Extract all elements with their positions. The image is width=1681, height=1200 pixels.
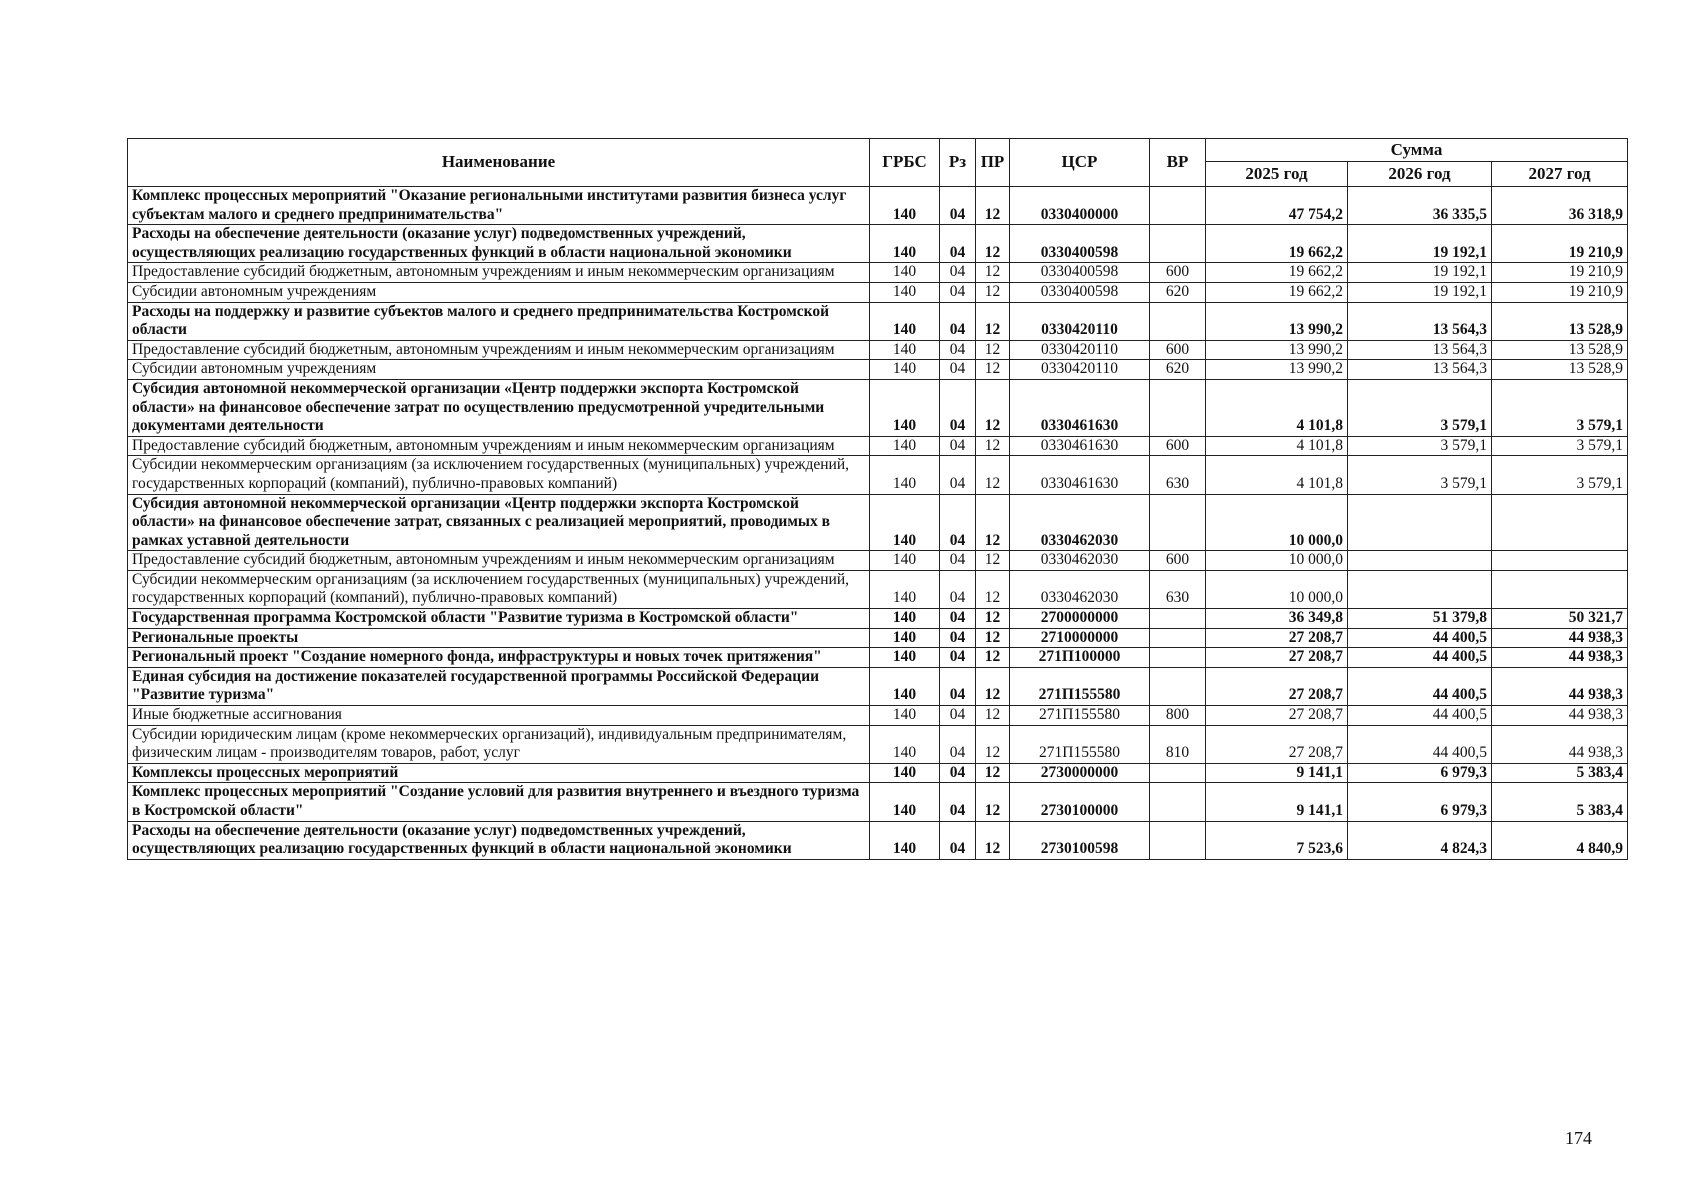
cell-sum-2026: 13 564,3 [1348, 340, 1492, 360]
cell-sum-2026: 44 400,5 [1348, 667, 1492, 705]
cell-rz: 04 [940, 225, 976, 263]
cell-sum-2027: 13 528,9 [1492, 360, 1628, 380]
cell-name: Расходы на поддержку и развитие субъектов малого и среднего предпринимательства Костромской области [128, 302, 870, 340]
cell-name: Субсидия автономной некоммерческой организации «Центр поддержки экспорта Костромской области» на финансовое обеспечение затрат по осуществлению предусмотренной учредительными документами деятельности [128, 379, 870, 436]
cell-csr: 0330462030 [1010, 570, 1150, 608]
cell-sum-2026: 3 579,1 [1348, 456, 1492, 494]
cell-sum-2025: 10 000,0 [1206, 551, 1348, 571]
cell-sum-2027: 5 383,4 [1492, 763, 1628, 783]
cell-grbs: 140 [870, 706, 940, 726]
cell-sum-2026: 44 400,5 [1348, 706, 1492, 726]
cell-sum-2025: 47 754,2 [1206, 187, 1348, 225]
cell-name: Расходы на обеспечение деятельности (оказание услуг) подведомственных учреждений, осуществляющих реализацию государственных функций в области национальной экономики [128, 821, 870, 859]
cell-csr: 2730100598 [1010, 821, 1150, 859]
cell-grbs: 140 [870, 456, 940, 494]
cell-sum-2025: 19 662,2 [1206, 263, 1348, 283]
cell-pr: 12 [976, 360, 1010, 380]
cell-pr: 12 [976, 494, 1010, 551]
cell-pr: 12 [976, 648, 1010, 668]
table-row [128, 783, 1628, 821]
table-row [128, 494, 1628, 551]
table-row [128, 706, 1628, 726]
cell-name: Субсидии автономным учреждениям [128, 360, 870, 380]
cell-pr: 12 [976, 706, 1010, 726]
cell-vr: 600 [1150, 551, 1206, 571]
cell-vr [1150, 648, 1206, 668]
table-row [128, 263, 1628, 283]
table-row [128, 570, 1628, 608]
cell-vr [1150, 379, 1206, 436]
cell-csr: 0330400000 [1010, 187, 1150, 225]
cell-grbs: 140 [870, 551, 940, 571]
cell-name: Субсидии некоммерческим организациям (за исключением государственных (муниципальных) учреждений, государственных корпораций (компаний), публично-правовых компаний) [128, 570, 870, 608]
cell-sum-2027: 5 383,4 [1492, 783, 1628, 821]
header-name: Наименование [128, 139, 870, 187]
header-pr: ПР [976, 139, 1010, 187]
cell-sum-2027: 3 579,1 [1492, 456, 1628, 494]
cell-csr: 2710000000 [1010, 628, 1150, 648]
cell-vr: 600 [1150, 263, 1206, 283]
cell-pr: 12 [976, 667, 1010, 705]
cell-csr: 2730000000 [1010, 763, 1150, 783]
cell-sum-2026: 36 335,5 [1348, 187, 1492, 225]
cell-csr: 0330462030 [1010, 551, 1150, 571]
header-sum: Сумма [1206, 139, 1628, 162]
cell-rz: 04 [940, 609, 976, 629]
cell-sum-2026 [1348, 494, 1492, 551]
cell-sum-2025: 36 349,8 [1206, 609, 1348, 629]
cell-vr [1150, 763, 1206, 783]
cell-sum-2026: 6 979,3 [1348, 763, 1492, 783]
table-row [128, 225, 1628, 263]
cell-name: Региональный проект "Создание номерного фонда, инфраструктуры и новых точек притяжения" [128, 648, 870, 668]
cell-name: Расходы на обеспечение деятельности (оказание услуг) подведомственных учреждений, осуществляющих реализацию государственных функций в области национальной экономики [128, 225, 870, 263]
cell-csr: 271П155580 [1010, 725, 1150, 763]
cell-sum-2026: 44 400,5 [1348, 628, 1492, 648]
budget-sheet [127, 138, 1627, 860]
cell-sum-2025: 9 141,1 [1206, 783, 1348, 821]
header-csr: ЦСР [1010, 139, 1150, 187]
cell-sum-2027 [1492, 551, 1628, 571]
cell-sum-2025: 19 662,2 [1206, 282, 1348, 302]
cell-name: Субсидии юридическим лицам (кроме некоммерческих организаций), индивидуальным предпринимателям, физическим лицам - производителям товаров, работ, услуг [128, 725, 870, 763]
table-row [128, 551, 1628, 571]
cell-rz: 04 [940, 360, 976, 380]
budget-table [127, 138, 1628, 860]
cell-rz: 04 [940, 456, 976, 494]
cell-vr: 800 [1150, 706, 1206, 726]
cell-vr: 810 [1150, 725, 1206, 763]
cell-sum-2027: 44 938,3 [1492, 667, 1628, 705]
cell-pr: 12 [976, 783, 1010, 821]
cell-pr: 12 [976, 379, 1010, 436]
cell-rz: 04 [940, 783, 976, 821]
cell-name: Комплексы процессных мероприятий [128, 763, 870, 783]
cell-sum-2025: 4 101,8 [1206, 436, 1348, 456]
cell-sum-2025: 27 208,7 [1206, 725, 1348, 763]
cell-sum-2026: 19 192,1 [1348, 225, 1492, 263]
table-row [128, 725, 1628, 763]
cell-name: Субсидии некоммерческим организациям (за исключением государственных (муниципальных) учреждений, государственных корпораций (компаний), публично-правовых компаний) [128, 456, 870, 494]
cell-sum-2025: 13 990,2 [1206, 360, 1348, 380]
cell-rz: 04 [940, 551, 976, 571]
cell-grbs: 140 [870, 360, 940, 380]
cell-grbs: 140 [870, 225, 940, 263]
page-number: 174 [1565, 1128, 1592, 1148]
cell-sum-2026 [1348, 551, 1492, 571]
table-row [128, 282, 1628, 302]
cell-sum-2026: 13 564,3 [1348, 360, 1492, 380]
cell-grbs: 140 [870, 570, 940, 608]
cell-name: Предоставление субсидий бюджетным, автономным учреждениям и иным некоммерческим организациям [128, 436, 870, 456]
table-row [128, 436, 1628, 456]
cell-grbs: 140 [870, 436, 940, 456]
table-row [128, 379, 1628, 436]
cell-sum-2025: 4 101,8 [1206, 456, 1348, 494]
cell-vr [1150, 187, 1206, 225]
cell-pr: 12 [976, 821, 1010, 859]
cell-rz: 04 [940, 628, 976, 648]
cell-sum-2026: 4 824,3 [1348, 821, 1492, 859]
cell-sum-2027: 3 579,1 [1492, 379, 1628, 436]
cell-vr [1150, 609, 1206, 629]
cell-csr: 2700000000 [1010, 609, 1150, 629]
cell-sum-2027: 44 938,3 [1492, 628, 1628, 648]
cell-csr: 271П155580 [1010, 667, 1150, 705]
cell-pr: 12 [976, 340, 1010, 360]
cell-sum-2027: 13 528,9 [1492, 340, 1628, 360]
cell-sum-2027: 50 321,7 [1492, 609, 1628, 629]
cell-csr: 0330461630 [1010, 379, 1150, 436]
cell-sum-2025: 27 208,7 [1206, 648, 1348, 668]
cell-grbs: 140 [870, 725, 940, 763]
cell-name: Комплекс процессных мероприятий "Создание условий для развития внутреннего и въездного туризма в Костромской области" [128, 783, 870, 821]
cell-vr [1150, 821, 1206, 859]
cell-pr: 12 [976, 456, 1010, 494]
cell-vr: 600 [1150, 436, 1206, 456]
cell-csr: 0330400598 [1010, 282, 1150, 302]
table-row [128, 302, 1628, 340]
cell-csr: 0330461630 [1010, 436, 1150, 456]
cell-vr [1150, 667, 1206, 705]
cell-sum-2027: 44 938,3 [1492, 648, 1628, 668]
table-row [128, 187, 1628, 225]
cell-sum-2027: 3 579,1 [1492, 436, 1628, 456]
cell-sum-2027: 36 318,9 [1492, 187, 1628, 225]
cell-sum-2027: 44 938,3 [1492, 725, 1628, 763]
cell-name: Комплекс процессных мероприятий "Оказание региональными институтами развития бизнеса услуг субъектам малого и среднего предпринимательства" [128, 187, 870, 225]
cell-vr: 620 [1150, 360, 1206, 380]
cell-grbs: 140 [870, 783, 940, 821]
cell-rz: 04 [940, 763, 976, 783]
cell-rz: 04 [940, 187, 976, 225]
cell-pr: 12 [976, 436, 1010, 456]
cell-sum-2026: 3 579,1 [1348, 436, 1492, 456]
table-row [128, 609, 1628, 629]
cell-grbs: 140 [870, 609, 940, 629]
cell-rz: 04 [940, 706, 976, 726]
cell-sum-2026 [1348, 570, 1492, 608]
cell-sum-2026: 44 400,5 [1348, 725, 1492, 763]
table-body [128, 187, 1628, 860]
cell-name: Субсидии автономным учреждениям [128, 282, 870, 302]
cell-pr: 12 [976, 263, 1010, 283]
cell-rz: 04 [940, 494, 976, 551]
cell-grbs: 140 [870, 379, 940, 436]
cell-pr: 12 [976, 302, 1010, 340]
cell-rz: 04 [940, 821, 976, 859]
cell-sum-2026: 19 192,1 [1348, 263, 1492, 283]
cell-sum-2025: 4 101,8 [1206, 379, 1348, 436]
cell-vr [1150, 783, 1206, 821]
cell-pr: 12 [976, 763, 1010, 783]
cell-sum-2025: 9 141,1 [1206, 763, 1348, 783]
cell-sum-2027: 4 840,9 [1492, 821, 1628, 859]
cell-sum-2026: 13 564,3 [1348, 302, 1492, 340]
cell-grbs: 140 [870, 763, 940, 783]
cell-vr [1150, 494, 1206, 551]
cell-sum-2025: 27 208,7 [1206, 667, 1348, 705]
cell-pr: 12 [976, 187, 1010, 225]
header-vr: ВР [1150, 139, 1206, 187]
table-row [128, 456, 1628, 494]
cell-grbs: 140 [870, 667, 940, 705]
header-year-2026: 2026 год [1348, 162, 1492, 187]
cell-pr: 12 [976, 551, 1010, 571]
cell-vr: 600 [1150, 340, 1206, 360]
cell-pr: 12 [976, 570, 1010, 608]
cell-grbs: 140 [870, 648, 940, 668]
cell-vr: 620 [1150, 282, 1206, 302]
table-row [128, 340, 1628, 360]
cell-rz: 04 [940, 340, 976, 360]
cell-csr: 0330400598 [1010, 225, 1150, 263]
cell-csr: 0330420110 [1010, 302, 1150, 340]
cell-grbs: 140 [870, 263, 940, 283]
cell-name: Иные бюджетные ассигнования [128, 706, 870, 726]
table-row [128, 821, 1628, 859]
table-row [128, 648, 1628, 668]
cell-csr: 0330400598 [1010, 263, 1150, 283]
cell-sum-2027: 19 210,9 [1492, 225, 1628, 263]
cell-sum-2025: 10 000,0 [1206, 570, 1348, 608]
header-year-2025: 2025 год [1206, 162, 1348, 187]
cell-csr: 0330461630 [1010, 456, 1150, 494]
cell-sum-2026: 51 379,8 [1348, 609, 1492, 629]
cell-sum-2025: 13 990,2 [1206, 340, 1348, 360]
cell-grbs: 140 [870, 282, 940, 302]
cell-vr [1150, 628, 1206, 648]
cell-name: Государственная программа Костромской области "Развитие туризма в Костромской области" [128, 609, 870, 629]
cell-sum-2027 [1492, 494, 1628, 551]
cell-sum-2025: 27 208,7 [1206, 706, 1348, 726]
cell-sum-2027: 19 210,9 [1492, 282, 1628, 302]
cell-name: Субсидия автономной некоммерческой организации «Центр поддержки экспорта Костромской области» на финансовое обеспечение затрат, связанных с реализацией мероприятий, проводимых в рамках уставной деятельности [128, 494, 870, 551]
cell-sum-2025: 19 662,2 [1206, 225, 1348, 263]
cell-pr: 12 [976, 282, 1010, 302]
cell-name: Предоставление субсидий бюджетным, автономным учреждениям и иным некоммерческим организациям [128, 551, 870, 571]
cell-rz: 04 [940, 648, 976, 668]
cell-rz: 04 [940, 667, 976, 705]
cell-vr: 630 [1150, 456, 1206, 494]
cell-csr: 0330420110 [1010, 340, 1150, 360]
cell-sum-2027: 44 938,3 [1492, 706, 1628, 726]
cell-vr [1150, 225, 1206, 263]
cell-rz: 04 [940, 302, 976, 340]
cell-pr: 12 [976, 225, 1010, 263]
cell-sum-2027: 13 528,9 [1492, 302, 1628, 340]
cell-name: Региональные проекты [128, 628, 870, 648]
table-row [128, 628, 1628, 648]
cell-rz: 04 [940, 436, 976, 456]
table-row [128, 360, 1628, 380]
cell-sum-2026: 3 579,1 [1348, 379, 1492, 436]
cell-sum-2025: 10 000,0 [1206, 494, 1348, 551]
cell-rz: 04 [940, 282, 976, 302]
cell-csr: 271П155580 [1010, 706, 1150, 726]
table-row [128, 763, 1628, 783]
cell-name: Предоставление субсидий бюджетным, автономным учреждениям и иным некоммерческим организациям [128, 263, 870, 283]
cell-pr: 12 [976, 725, 1010, 763]
cell-csr: 0330420110 [1010, 360, 1150, 380]
cell-rz: 04 [940, 263, 976, 283]
cell-pr: 12 [976, 628, 1010, 648]
cell-vr [1150, 302, 1206, 340]
cell-vr: 630 [1150, 570, 1206, 608]
cell-rz: 04 [940, 725, 976, 763]
cell-rz: 04 [940, 570, 976, 608]
cell-rz: 04 [940, 379, 976, 436]
cell-pr: 12 [976, 609, 1010, 629]
header-year-2027: 2027 год [1492, 162, 1628, 187]
header-rz: Рз [940, 139, 976, 187]
cell-name: Предоставление субсидий бюджетным, автономным учреждениям и иным некоммерческим организациям [128, 340, 870, 360]
table-header [128, 139, 1628, 187]
cell-sum-2026: 6 979,3 [1348, 783, 1492, 821]
cell-grbs: 140 [870, 494, 940, 551]
cell-sum-2026: 19 192,1 [1348, 282, 1492, 302]
cell-sum-2025: 13 990,2 [1206, 302, 1348, 340]
cell-sum-2025: 7 523,6 [1206, 821, 1348, 859]
cell-grbs: 140 [870, 628, 940, 648]
cell-csr: 271П100000 [1010, 648, 1150, 668]
cell-grbs: 140 [870, 187, 940, 225]
header-grbs: ГРБС [870, 139, 940, 187]
cell-csr: 0330462030 [1010, 494, 1150, 551]
cell-sum-2025: 27 208,7 [1206, 628, 1348, 648]
cell-grbs: 140 [870, 302, 940, 340]
cell-sum-2027: 19 210,9 [1492, 263, 1628, 283]
cell-grbs: 140 [870, 340, 940, 360]
cell-grbs: 140 [870, 821, 940, 859]
cell-name: Единая субсидия на достижение показателей государственной программы Российской Федерации "Развитие туризма" [128, 667, 870, 705]
cell-csr: 2730100000 [1010, 783, 1150, 821]
cell-sum-2027 [1492, 570, 1628, 608]
table-row [128, 667, 1628, 705]
cell-sum-2026: 44 400,5 [1348, 648, 1492, 668]
